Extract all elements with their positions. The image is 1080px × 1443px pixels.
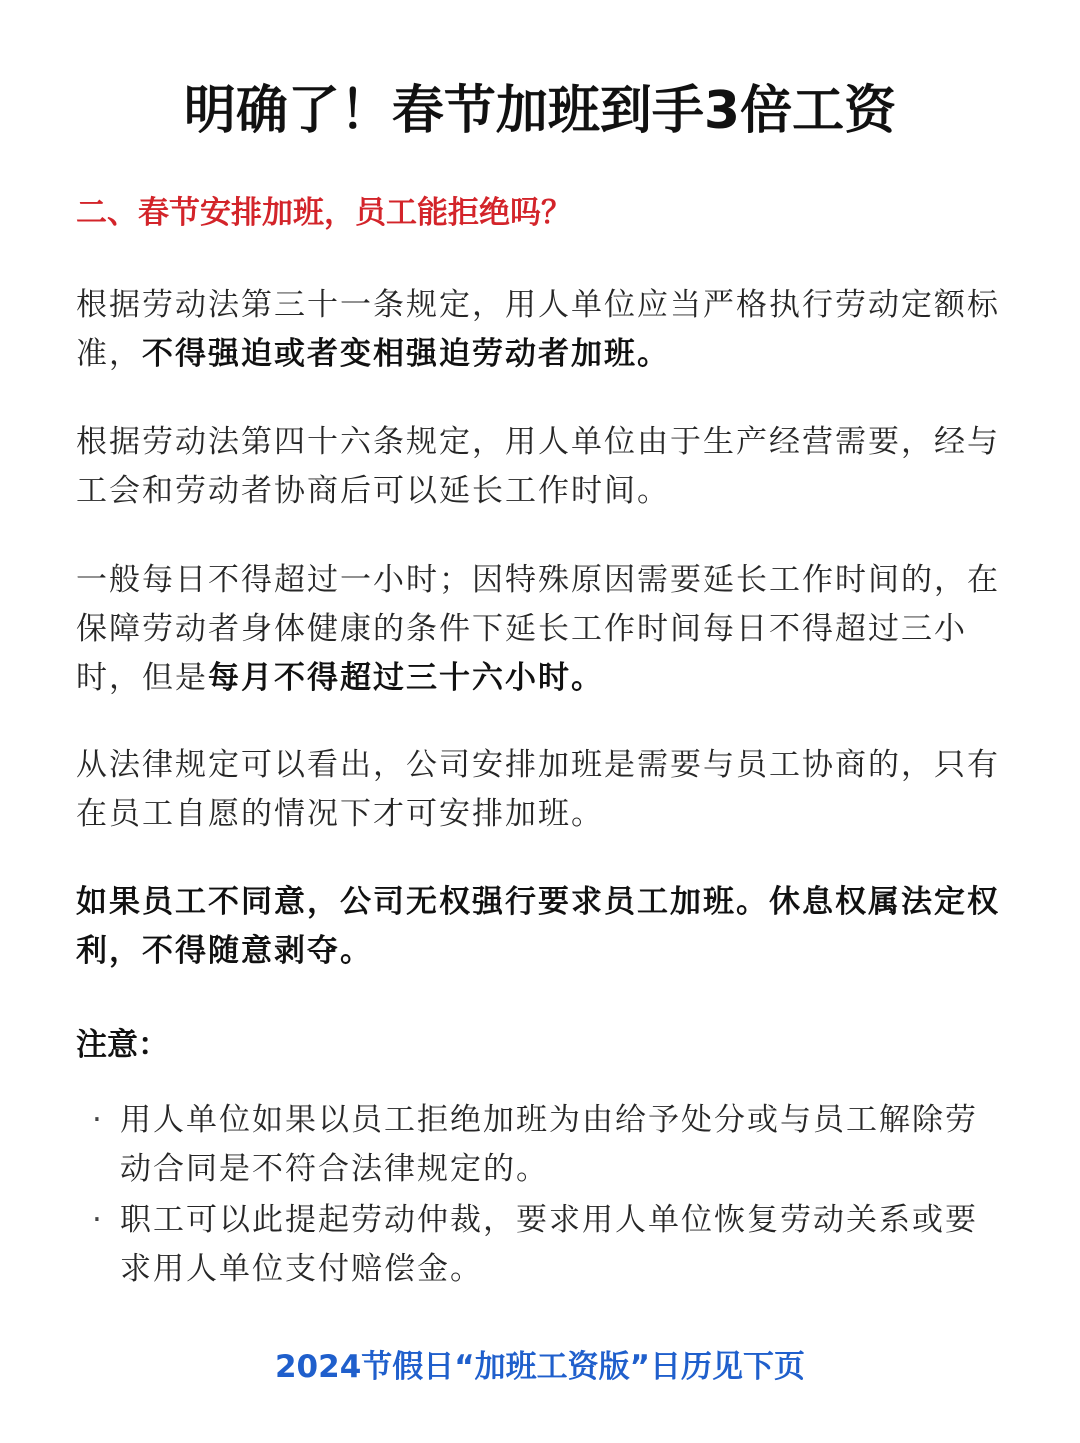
list-item-text: 用人单位如果以员工拒绝加班为由给予处分或与员工解除劳动合同是不符合法律规定的。	[120, 1102, 978, 1187]
paragraph-bold-text: 如果员工不同意，公司无权强行要求员工加班。休息权属法定权利，不得随意剥夺。	[76, 884, 1000, 969]
bullet-icon: ·	[92, 1102, 104, 1138]
next-page-link[interactable]: 2024节假日“加班工资版”日历见下页	[274, 1349, 806, 1385]
paragraph-conclusion	[76, 741, 1006, 839]
page-title: 明确了！春节加班到手3倍工资	[183, 81, 897, 141]
notice-label: 注意：	[76, 1027, 169, 1063]
list-item	[76, 1096, 1006, 1194]
paragraph-text: 从法律规定可以看出，公司安排加班是需要与员工协商的，只有在员工自愿的情况下才可安排加班。	[76, 747, 1000, 832]
section-heading: 二、春节安排加班，员工能拒绝吗？	[76, 195, 572, 231]
paragraph-article-31	[76, 281, 1006, 379]
paragraph-article-46	[76, 418, 1006, 516]
paragraph-overtime-limits	[76, 556, 1006, 703]
paragraph-bold-text: 不得强迫或者变相强迫劳动者加班。	[142, 336, 670, 372]
paragraph-text: 根据劳动法第四十六条规定，用人单位由于生产经营需要，经与工会和劳动者协商后可以延长工作时间。	[76, 424, 1000, 509]
notice-list	[76, 1096, 1006, 1296]
list-item	[76, 1196, 1006, 1294]
paragraph-rights	[76, 878, 1006, 976]
paragraph-text: 一般每日不得超过一小时；因特殊原因需要延长工作时间的，在保障劳动者身体健康的条件下延长工作时间每日不得超过三小时，但是	[76, 562, 1000, 696]
paragraph-text: 根据劳动法第三十一条规定，用人单位应当严格执行劳动定额标准，	[76, 287, 1000, 372]
bullet-icon: ·	[92, 1202, 104, 1238]
paragraph-bold-text: 每月不得超过三十六小时。	[208, 660, 604, 696]
list-item-text: 职工可以此提起劳动仲裁，要求用人单位恢复劳动关系或要求用人单位支付赔偿金。	[120, 1202, 978, 1287]
